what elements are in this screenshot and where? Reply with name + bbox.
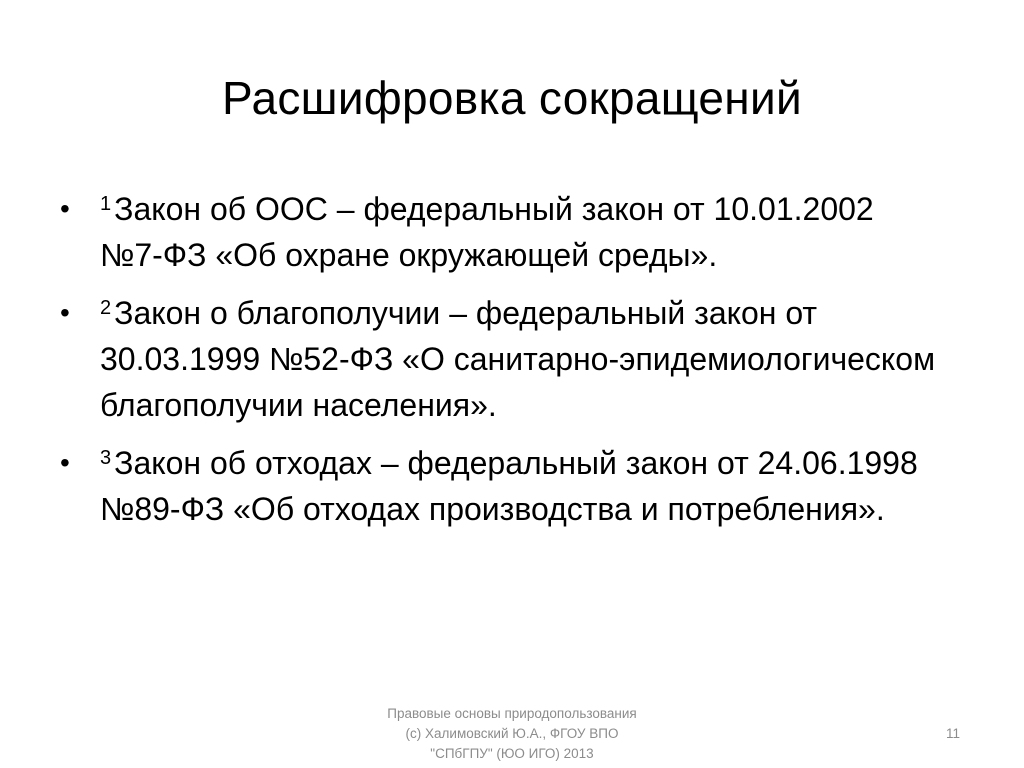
list-item-text: Закон об ООС – федеральный закон от 10.01.2002 №7-ФЗ «Об охране окружающей среды».: [100, 191, 874, 273]
footnote-marker: 1: [100, 193, 112, 216]
footer-line-author: (с) Халимовский Ю.А., ФГОУ ВПО: [405, 726, 619, 741]
footer-line-institution: "СПбГПУ" (ЮО ИГО) 2013: [430, 746, 594, 761]
list-item-text: Закон об отходах – федеральный закон от 24.06.1998 №89-ФЗ «Об отходах производства и потребления».: [100, 445, 918, 527]
list-item: [60, 440, 940, 532]
bullet-icon: •: [60, 447, 70, 478]
bullet-icon: •: [60, 297, 70, 328]
list-item-text: Закон о благополучии – федеральный закон от 30.03.1999 №52-ФЗ «О санитарно-эпидемиологическом благополучии населения».: [100, 295, 936, 423]
footer-line-course: Правовые основы природопользования: [387, 706, 637, 721]
slide-footer: [312, 704, 712, 764]
bullet-icon: •: [60, 193, 70, 224]
slide-title: Расшифровка сокращений: [222, 72, 802, 124]
list-item: [60, 290, 940, 428]
list-item: [60, 186, 940, 278]
footnote-marker: 2: [100, 297, 112, 320]
page-number: 11: [945, 726, 960, 741]
bullet-list: [60, 186, 940, 544]
footnote-marker: 3: [100, 447, 112, 470]
